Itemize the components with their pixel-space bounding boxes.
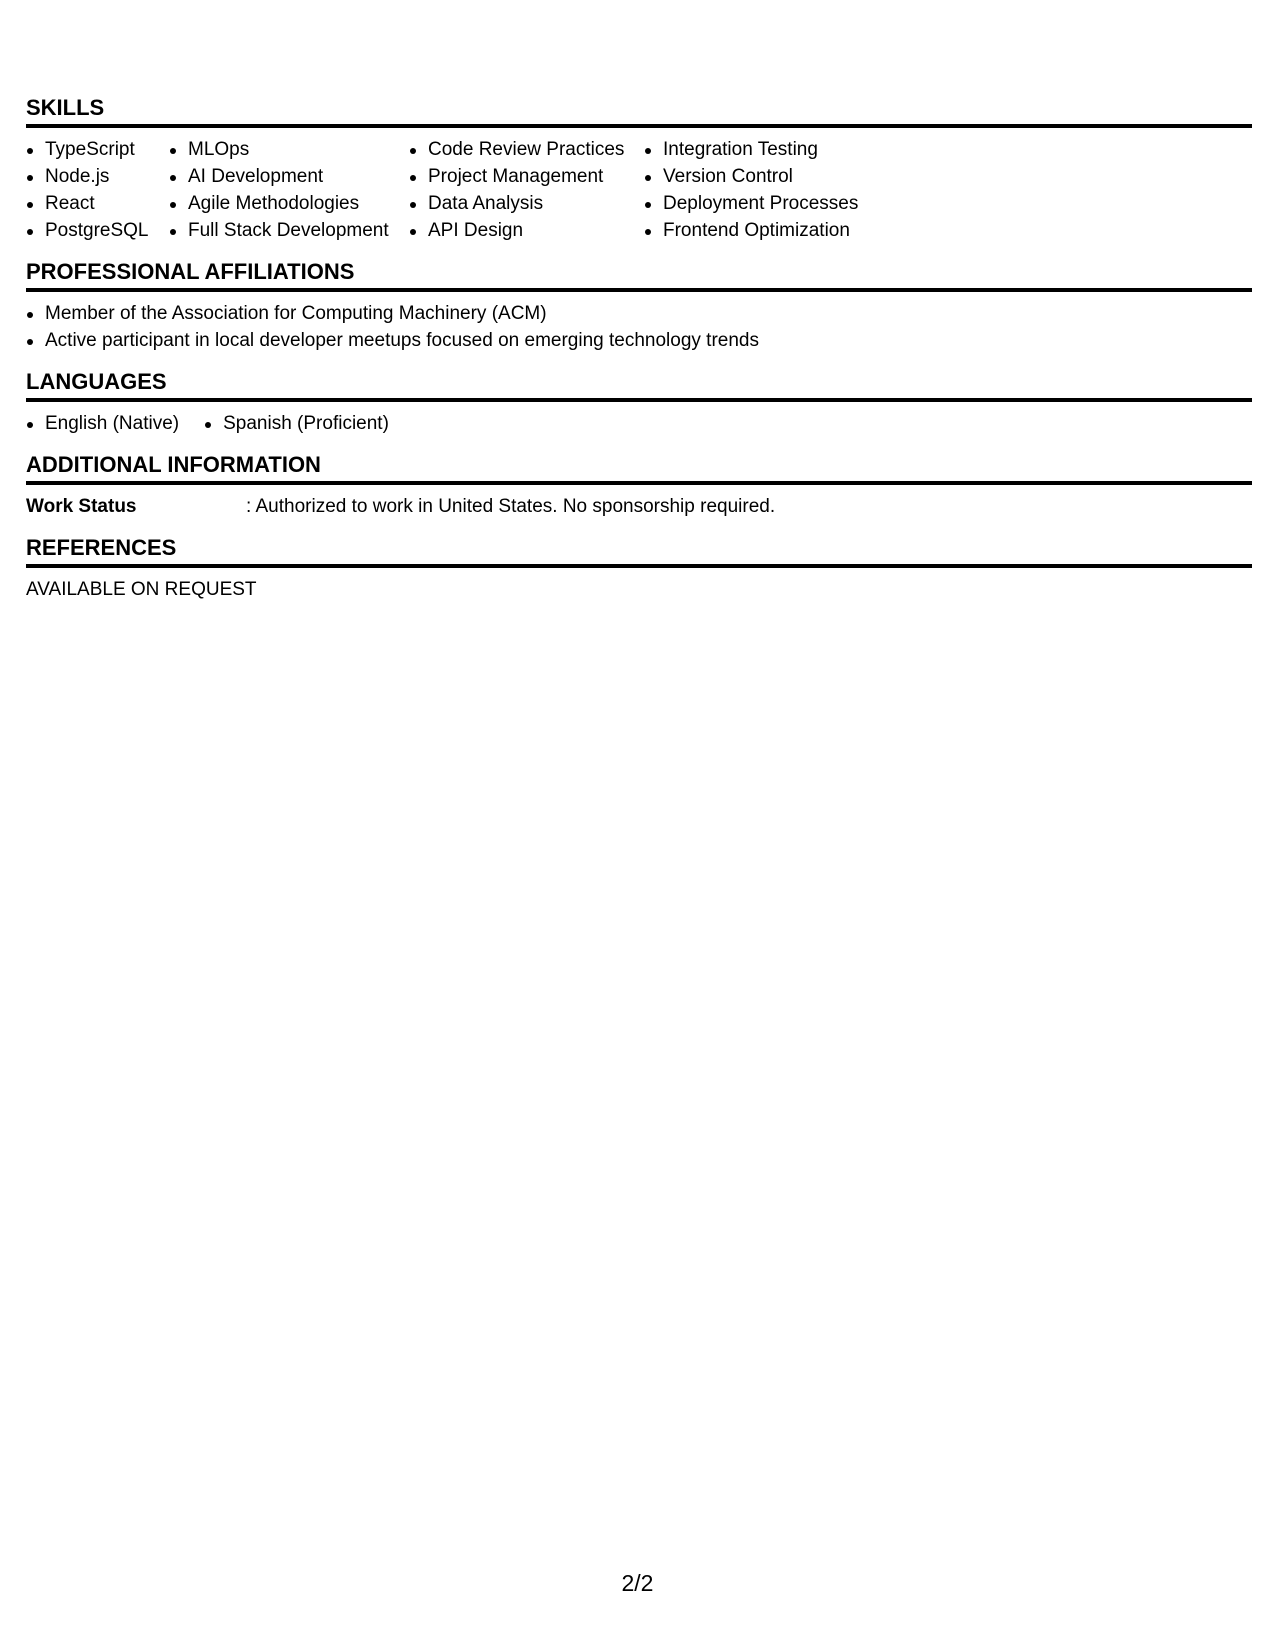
skill-item: React — [26, 190, 169, 217]
skills-heading: SKILLS — [26, 94, 1252, 128]
skill-item: Full Stack Development — [169, 217, 409, 244]
skill-item: AI Development — [169, 163, 409, 190]
skill-item: API Design — [409, 217, 644, 244]
skills-column-1 — [26, 136, 169, 244]
skill-item: MLOps — [169, 136, 409, 163]
additional-info-heading: ADDITIONAL INFORMATION — [26, 451, 1252, 485]
additional-info-section — [26, 451, 1252, 520]
work-status-label: Work Status — [26, 496, 137, 517]
skill-item: Data Analysis — [409, 190, 644, 217]
affiliation-item: Member of the Association for Computing Machinery (ACM) — [26, 300, 1252, 327]
references-text: AVAILABLE ON REQUEST — [26, 579, 257, 600]
affiliations-list — [26, 300, 1252, 354]
language-item: English (Native) — [26, 410, 179, 437]
affiliations-heading: PROFESSIONAL AFFILIATIONS — [26, 258, 1252, 292]
references-section — [26, 534, 1252, 603]
skill-item: TypeScript — [26, 136, 169, 163]
skills-column-3 — [409, 136, 644, 244]
page-number: 2/2 — [621, 1570, 654, 1596]
skill-item: Agile Methodologies — [169, 190, 409, 217]
skills-column-4 — [644, 136, 904, 244]
skill-item: Node.js — [26, 163, 169, 190]
language-item: Spanish (Proficient) — [204, 410, 389, 437]
skill-item: Frontend Optimization — [644, 217, 904, 244]
skill-item: Code Review Practices — [409, 136, 644, 163]
references-heading: REFERENCES — [26, 534, 1252, 568]
languages-section — [26, 368, 1252, 437]
languages-heading: LANGUAGES — [26, 368, 1252, 402]
resume-page-content — [26, 94, 1252, 617]
skill-item: Integration Testing — [644, 136, 904, 163]
affiliations-section — [26, 258, 1252, 354]
skill-item: Deployment Processes — [644, 190, 904, 217]
skill-item: Version Control — [644, 163, 904, 190]
affiliation-item: Active participant in local developer meetups focused on emerging technology trends — [26, 327, 1252, 354]
work-status-value: : Authorized to work in United States. No sponsorship required. — [246, 496, 776, 517]
skill-item: PostgreSQL — [26, 217, 169, 244]
skills-grid — [26, 136, 1252, 244]
work-status-row — [26, 493, 1252, 520]
skills-column-2 — [169, 136, 409, 244]
languages-list — [26, 410, 1252, 437]
skill-item: Project Management — [409, 163, 644, 190]
skills-section — [26, 94, 1252, 244]
